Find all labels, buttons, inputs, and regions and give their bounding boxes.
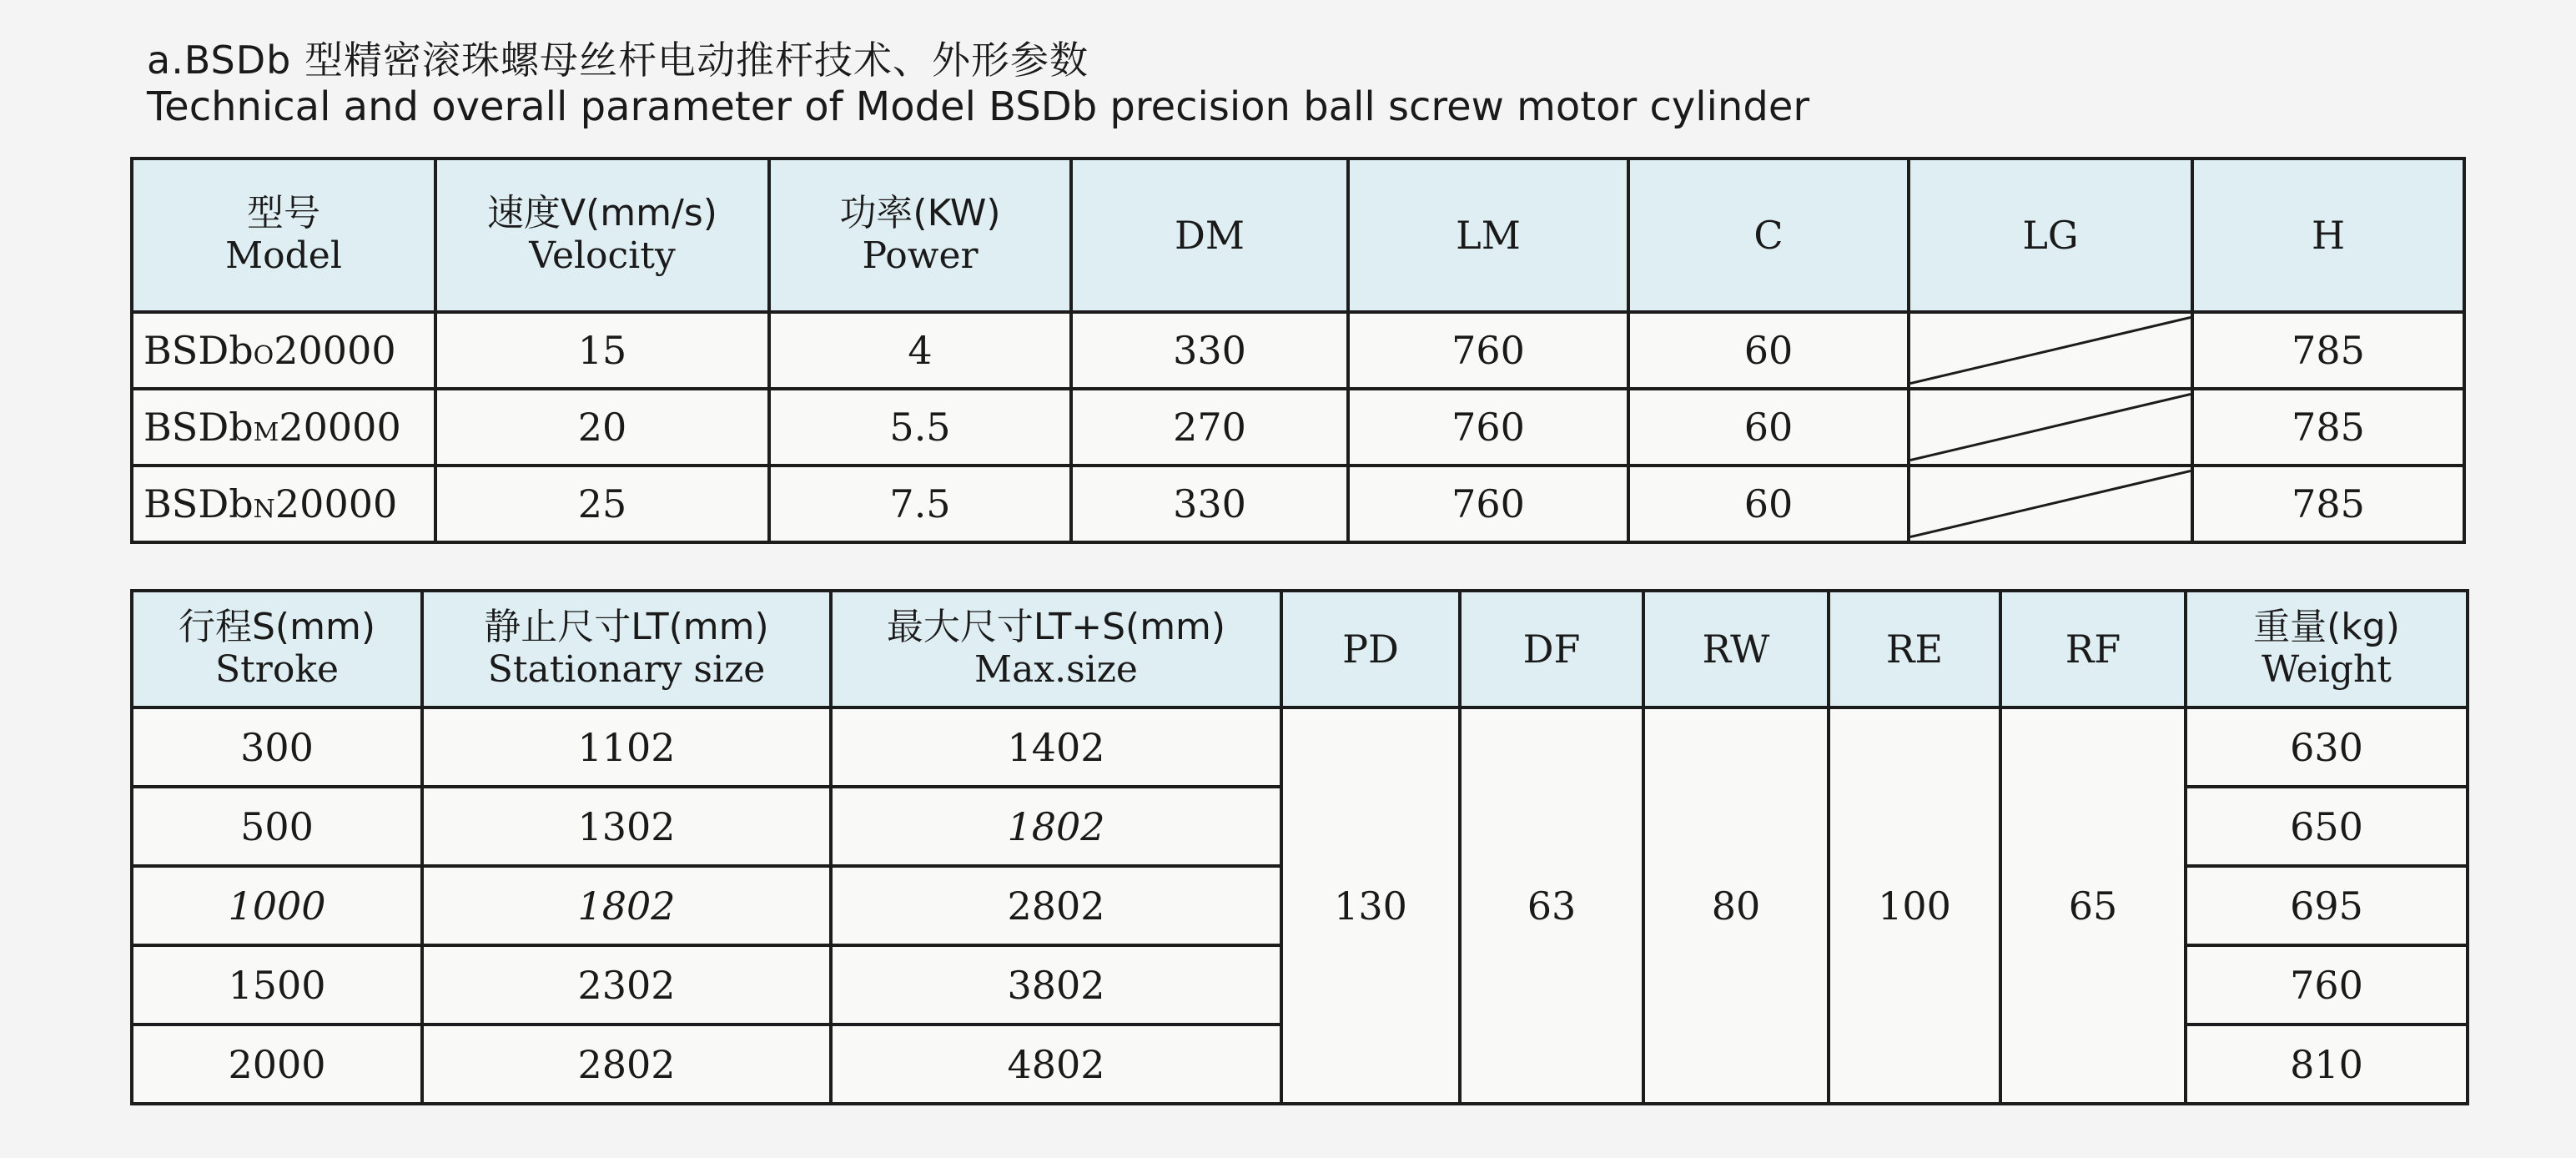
title-english: Technical and overall parameter of Model BSDb precision ball screw motor cylinder xyxy=(147,83,1810,130)
cell-model: BSDbM20000 xyxy=(132,389,435,466)
table-row xyxy=(132,312,2464,389)
cell-max-size: 1802 xyxy=(831,787,1281,866)
header-velocity: 速度V(mm/s) Velocity xyxy=(435,159,769,312)
cell-velocity: 25 xyxy=(435,466,769,542)
header-rf: RF xyxy=(2000,591,2186,707)
cell-velocity: 15 xyxy=(435,312,769,389)
cell-stroke: 1000 xyxy=(132,866,422,945)
cell-power: 5.5 xyxy=(769,389,1071,466)
cell-velocity: 20 xyxy=(435,389,769,466)
cell-c: 60 xyxy=(1628,312,1909,389)
cell-h: 785 xyxy=(2192,466,2464,542)
overall-dimension-table xyxy=(130,589,2469,1105)
header-weight: 重量(kg) Weight xyxy=(2186,591,2468,707)
header-stationary-size: 静止尺寸LT(mm) Stationary size xyxy=(422,591,831,707)
cell-weight: 810 xyxy=(2186,1025,2468,1104)
header-power: 功率(KW) Power xyxy=(769,159,1071,312)
cell-model: BSDbO20000 xyxy=(132,312,435,389)
table-row xyxy=(132,466,2464,542)
cell-df: 63 xyxy=(1460,707,1643,1104)
cell-model: BSDbN20000 xyxy=(132,466,435,542)
cell-max-size: 1402 xyxy=(831,707,1281,787)
cell-stroke: 300 xyxy=(132,707,422,787)
header-df: DF xyxy=(1460,591,1643,707)
header-dm: DM xyxy=(1071,159,1348,312)
cell-h: 785 xyxy=(2192,312,2464,389)
header-lm: LM xyxy=(1348,159,1628,312)
table-header-row xyxy=(132,159,2464,312)
header-c: C xyxy=(1628,159,1909,312)
cell-stroke: 1500 xyxy=(132,945,422,1025)
cell-max-size: 2802 xyxy=(831,866,1281,945)
cell-stationary-size: 1302 xyxy=(422,787,831,866)
cell-lm: 760 xyxy=(1348,312,1628,389)
cell-lm: 760 xyxy=(1348,466,1628,542)
cell-lg-empty xyxy=(1909,389,2192,466)
cell-power: 7.5 xyxy=(769,466,1071,542)
cell-dm: 330 xyxy=(1071,466,1348,542)
cell-max-size: 4802 xyxy=(831,1025,1281,1104)
cell-lg-empty xyxy=(1909,466,2192,542)
cell-dm: 270 xyxy=(1071,389,1348,466)
title-chinese: a.BSDb 型精密滚珠螺母丝杆电动推杆技术、外形参数 xyxy=(147,38,1089,83)
header-rw: RW xyxy=(1643,591,1829,707)
cell-lm: 760 xyxy=(1348,389,1628,466)
header-lg: LG xyxy=(1909,159,2192,312)
cell-stationary-size: 2802 xyxy=(422,1025,831,1104)
cell-stationary-size: 1102 xyxy=(422,707,831,787)
header-max-size: 最大尺寸LT+S(mm) Max.size xyxy=(831,591,1281,707)
cell-pd: 130 xyxy=(1281,707,1460,1104)
header-re: RE xyxy=(1829,591,2000,707)
cell-c: 60 xyxy=(1628,389,1909,466)
cell-stroke: 2000 xyxy=(132,1025,422,1104)
cell-stationary-size: 1802 xyxy=(422,866,831,945)
table-row xyxy=(132,707,2468,787)
cell-rf: 65 xyxy=(2000,707,2186,1104)
header-h: H xyxy=(2192,159,2464,312)
header-model: 型号 Model xyxy=(132,159,435,312)
table-header-row xyxy=(132,591,2468,707)
cell-power: 4 xyxy=(769,312,1071,389)
cell-stroke: 500 xyxy=(132,787,422,866)
header-pd: PD xyxy=(1281,591,1460,707)
technical-parameter-table xyxy=(130,157,2466,544)
cell-lg-empty xyxy=(1909,312,2192,389)
cell-rw: 80 xyxy=(1643,707,1829,1104)
cell-max-size: 3802 xyxy=(831,945,1281,1025)
table-row xyxy=(132,389,2464,466)
cell-weight: 695 xyxy=(2186,866,2468,945)
cell-stationary-size: 2302 xyxy=(422,945,831,1025)
cell-weight: 630 xyxy=(2186,707,2468,787)
cell-c: 60 xyxy=(1628,466,1909,542)
cell-h: 785 xyxy=(2192,389,2464,466)
cell-weight: 650 xyxy=(2186,787,2468,866)
cell-weight: 760 xyxy=(2186,945,2468,1025)
cell-re: 100 xyxy=(1829,707,2000,1104)
cell-dm: 330 xyxy=(1071,312,1348,389)
header-stroke: 行程S(mm) Stroke xyxy=(132,591,422,707)
